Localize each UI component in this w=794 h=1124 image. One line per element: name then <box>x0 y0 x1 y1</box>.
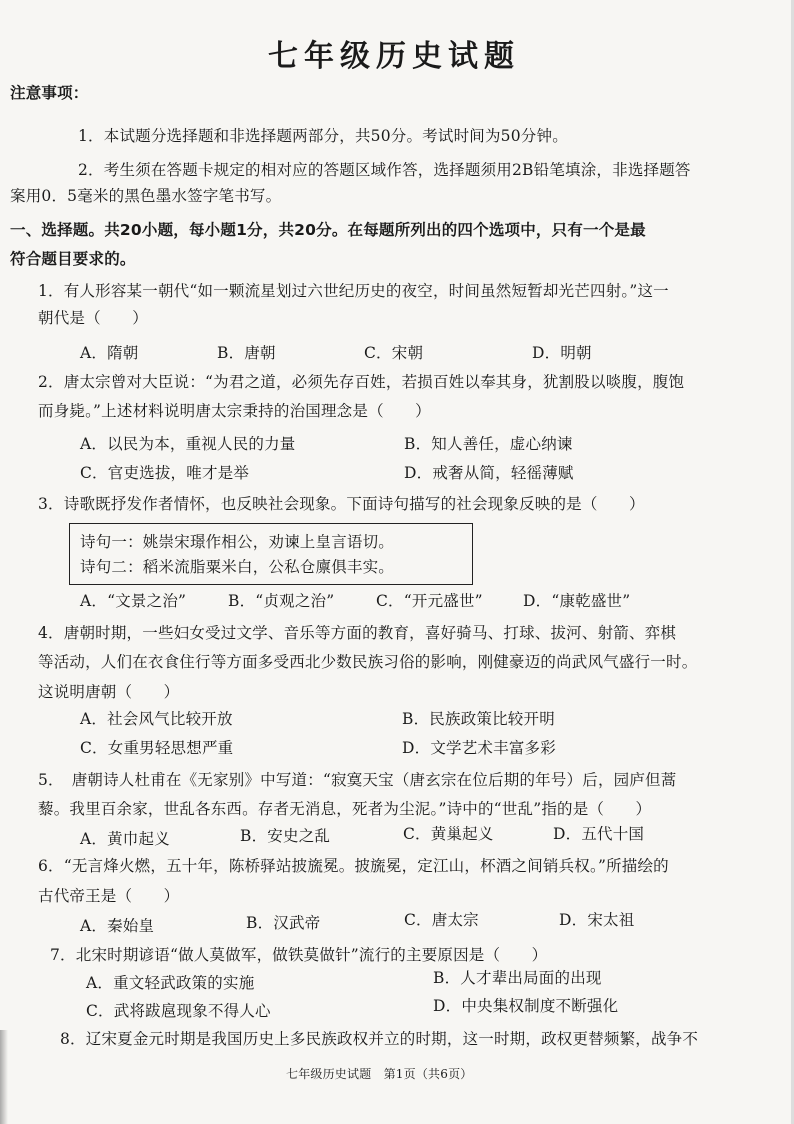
question-1-option-a: A．隋朝 <box>80 344 139 362</box>
question-1-option-b: B．唐朝 <box>217 344 276 362</box>
question-8-line-1: 8．辽宋夏金元时期是我国历史上多民族政权并立的时期，这一时期，政权更替频繁，战争不 <box>60 1030 699 1048</box>
question-7-option-d: D．中央集权制度不断强化 <box>433 997 619 1015</box>
question-2-line-1: 2．唐太宗曾对大臣说：“为君之道，必须先存百姓，若损百姓以奉其身，犹割股以啖腹，腹饱 <box>38 373 685 391</box>
poem-line-1: 诗句一：姚崇宋璟作相公，劝谏上皇言语切。 <box>80 533 395 551</box>
question-3-line-1: 3．诗歌既抒发作者情怀，也反映社会现象。下面诗句描写的社会现象反映的是（ ） <box>38 495 645 513</box>
question-6-line-2: 古代帝王是（ ） <box>38 887 180 905</box>
notice-heading: 注意事项： <box>10 84 89 102</box>
question-5-option-d: D．五代十国 <box>553 825 645 843</box>
question-5-line-2: 藜。我里百余家，世乱各东西。存者无消息，死者为尘泥。”诗中的“世乱”指的是（ ） <box>38 800 652 818</box>
notice-item-2-line-1: 2．考生须在答题卡规定的相对应的答题区域作答，选择题须用2B铅笔填涂，非选择题答 <box>78 161 691 179</box>
question-4-line-3: 这说明唐朝（ ） <box>38 683 180 701</box>
question-6-option-d: D．宋太祖 <box>559 911 635 929</box>
question-1-line-2: 朝代是（ ） <box>38 309 148 327</box>
page-title: 七年级历史试题 <box>268 39 520 74</box>
question-7-option-a: A．重文轻武政策的实施 <box>86 974 255 992</box>
question-2-line-2: 而身毙。”上述材料说明唐太宗秉持的治国理念是（ ） <box>38 402 431 420</box>
notice-item-1: 1．本试题分选择题和非选择题两部分，共50分。考试时间为50分钟。 <box>78 127 568 145</box>
question-1-line-1: 1．有人形容某一朝代“如一颗流星划过六世纪历史的夜空，时间虽然短暂却光芒四射。”这一 <box>38 282 669 300</box>
question-5-line-1: 5． 唐朝诗人杜甫在《无家别》中写道：“寂寞天宝（唐玄宗在位后期的年号）后，园庐但蒿 <box>38 771 677 789</box>
question-4-option-d: D．文学艺术丰富多彩 <box>402 739 556 757</box>
notice-item-2-line-2: 案用0．5毫米的黑色墨水签字笔书写。 <box>10 187 282 205</box>
question-4-option-b: B．民族政策比较开明 <box>402 710 555 728</box>
question-2-option-a: A．以民为本，重视人民的力量 <box>80 435 296 453</box>
question-2-option-d: D．戒奢从简，轻徭薄赋 <box>404 464 574 482</box>
question-6-line-1: 6．“无言烽火燃，五十年，陈桥驿站披旒冕。披旒冕，定江山，杯酒之间销兵权。”所描绘的 <box>38 857 669 875</box>
question-6-option-b: B．汉武帝 <box>246 914 321 932</box>
question-6-option-a: A．秦始皇 <box>80 917 155 935</box>
question-5-option-c: C．黄巢起义 <box>403 825 494 843</box>
question-7-line-1: 7．北宋时期谚语“做人莫做军，做铁莫做针”流行的主要原因是（ ） <box>50 946 548 964</box>
section-heading-line-1: 一、选择题。共20小题，每小题1分，共20分。在每题所列出的四个选项中，只有一个是最 <box>10 221 646 239</box>
page-footer: 七年级历史试题 第1页（共6页） <box>286 1067 473 1081</box>
question-6-option-c: C．唐太宗 <box>404 911 479 929</box>
question-4-line-1: 4．唐朝时期，一些妇女受过文学、音乐等方面的教育，喜好骑马、打球、拔河、射箭、弈棋 <box>38 624 677 642</box>
question-7-option-b: B．人才辈出局面的出现 <box>433 969 602 987</box>
question-3-option-b: B．“贞观之治” <box>228 592 335 610</box>
question-5-option-b: B．安史之乱 <box>240 827 331 845</box>
section-heading-line-2: 符合题目要求的。 <box>10 250 136 268</box>
question-4-line-2: 等活动，人们在衣食住行等方面多受西北少数民族习俗的影响，刚健豪迈的尚武风气盛行一时。 <box>38 653 698 671</box>
question-1-option-c: C．宋朝 <box>364 344 424 362</box>
question-3-option-c: C．“开元盛世” <box>376 592 483 610</box>
question-4-option-a: A．社会风气比较开放 <box>80 710 233 728</box>
question-3-option-d: D．“康乾盛世” <box>523 592 631 610</box>
question-4-option-c: C．女重男轻思想严重 <box>80 739 234 757</box>
poem-line-2: 诗句二：稻米流脂粟米白，公私仓廪俱丰实。 <box>80 558 395 576</box>
question-1-option-d: D．明朝 <box>532 344 592 362</box>
question-2-option-b: B．知人善任，虚心纳谏 <box>404 435 573 453</box>
question-5-option-a: A．黄巾起义 <box>80 830 170 848</box>
scan-edge-shadow <box>0 1030 8 1124</box>
question-2-option-c: C．官吏选拔，唯才是举 <box>80 464 250 482</box>
question-7-option-c: C．武将跋扈现象不得人心 <box>86 1002 271 1020</box>
question-3-option-a: A．“文景之治” <box>80 592 187 610</box>
